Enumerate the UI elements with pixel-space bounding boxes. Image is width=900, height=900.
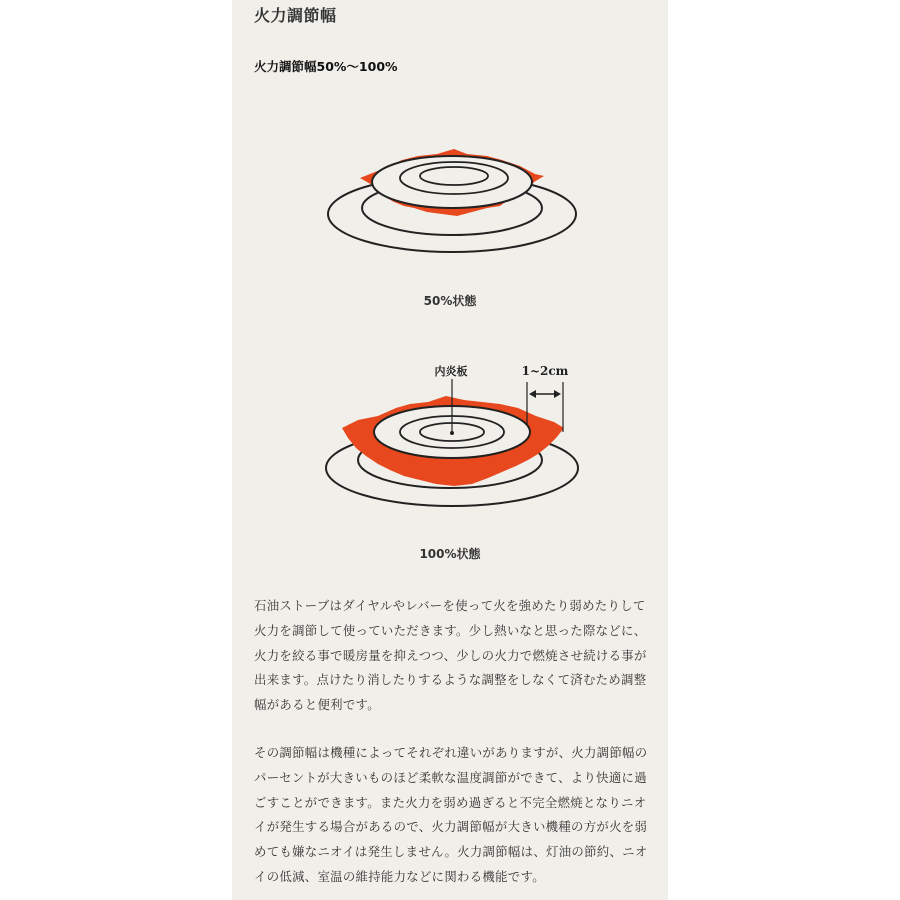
range-heading: 火力調節幅50%～100% xyxy=(254,59,398,74)
gap-label: 1~2cm xyxy=(521,364,569,378)
inner-plate xyxy=(372,156,532,208)
body-paragraph-1: 石油ストーブはダイヤルやレバーを使って火を強めたり弱めたりして火力を調節して使っていただきます。少し熱いなと思った際などに、火力を絞る事で暖房量を抑えつつ、少しの火力で燃焼させ続ける事が出来ます。点けたり消したりするような調整をしなくて済むため調整幅があると便利です。 xyxy=(254,598,647,713)
inner-plate-label: 内炎板 xyxy=(434,365,468,378)
content-panel xyxy=(232,0,668,900)
caption-100: 100%状態 xyxy=(419,547,481,561)
burner-diagram-100 xyxy=(232,352,668,522)
burner-diagram-50 xyxy=(232,136,668,260)
gap-arrow-head-left xyxy=(529,390,536,398)
body-paragraph-2: その調節幅は機種によってそれぞれ違いがありますが、火力調節幅のパーセントが大きいものほど柔軟な温度調節ができて、より快適に過ごすことができます。また火力を弱め過ぎると不完全燃焼となりニオイが発生する場合があるので、火力調節幅が大きい機種の方が火を弱めても嫌なニオイは発生しません。火力調節幅は、灯油の節約、ニオイの低減、室温の維持能力などに関わる機能です。 xyxy=(254,745,648,884)
gap-arrow-head-right xyxy=(554,390,561,398)
caption-50: 50%状態 xyxy=(423,294,477,308)
section-title: 火力調節幅 xyxy=(254,6,337,25)
